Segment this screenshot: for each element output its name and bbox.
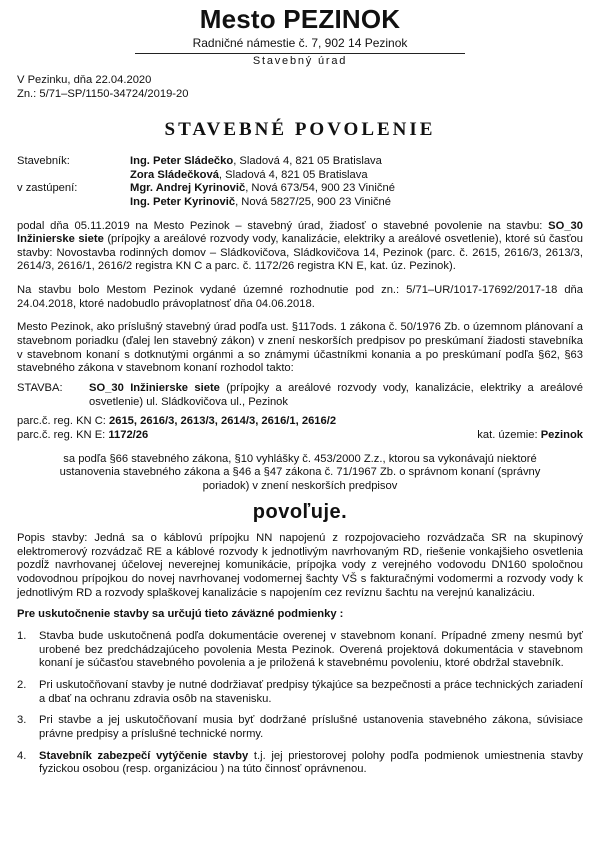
legal-basis-paragraph: sa podľa §66 stavebného zákona, §10 vyhlášky č. 453/2000 Z.z., ktorou sa vykonávajú niektoré ustanovenia stavebného zákona a §46 a §47 zákona č. 71/1967 Zb. o správnom konaní (správny poriadok) v znení neskorších predpisov — [59, 452, 541, 493]
representative-1-name: Mgr. Andrej Kyrinovič — [130, 182, 246, 195]
letterhead — [17, 4, 583, 68]
representative-2-name: Ing. Peter Kyrinovič — [130, 195, 236, 208]
builder-2-address: , Sladová 4, 821 05 Bratislava — [218, 168, 368, 181]
parcel-e-values: 1172/26 — [108, 429, 149, 442]
parcel-e-row: parc.č. reg. KN E: 1172/26 kat. územie: Pezinok — [17, 429, 583, 442]
stavba-name: SO_30 Inžinierske siete — [89, 382, 220, 395]
parcel-c-values: 2615, 2616/3, 2613/3, 2614/3, 2616/1, 2616/2 — [109, 415, 337, 428]
municipality-address: Radničné námestie č. 7, 902 14 Pezinok — [192, 36, 408, 50]
parcel-c-row: parc.č. reg. KN C: 2615, 2616/3, 2613/3, 2614/3, 2616/1, 2616/2 — [17, 415, 337, 428]
representative-label: v zastúpení: — [17, 182, 78, 195]
representative-1-address: , Nová 673/54, 900 23 Viničné — [245, 182, 395, 195]
cadastral-area: Pezinok — [540, 429, 583, 442]
condition-item: 2. Pri uskutočňovaní stavby je nutné dodržiavať predpisy týkajúce sa bezpečnosti a práce technických zariadení a dbať na ochranu zdravia osôb na stavenisku. — [17, 678, 583, 705]
project-name: SO_30 Inžinierske siete — [17, 219, 583, 246]
authority-paragraph: Mesto Pezinok, ako príslušný stavebný úrad podľa ust. §117ods. 1 zákona č. 50/1976 Zb. o územnom plánovaní a stavebnom poriadku (ďalej len stavebný zákon) v znení neskorších predpisov po preskúmaní žiadosti stavebníka v stavebnom konaní s dotknutými orgánmi a so známymi účastníkmi konania a po preskúmaní podľa §62, §63 stavebného zákona v stavebnom konaní rozhodol takto: — [17, 321, 583, 375]
project-description: Popis stavby: Jedná sa o káblovú prípojku NN napojenú z rozpojovacieho rozvádzača SR na skupinový elektromerový rozvádzač RE a káblové rozvody k jednotlivým navrhovaným RD, riešenie vonkajšieho osvetlenia pozdĺž navrhovanej účelovej neverejnej komunikácie, prípojka vody z verejného vodovodu DN160 spoločnou vodovodnou prípojkou do novej navrhovanej vodomernej šachty VŠ s fakturačnými vodomermi a rozvody vody k jednotlivým RD a rozvody splaškovej kanalizácie s napojením cez revíznu šachtu na verejnú kanalizáciu. — [17, 532, 583, 599]
condition-item: 3. Pri stavbe a jej uskutočňovaní musia byť dodržané príslušné ustanovenia stavebného zákona, súvisiace právne predpisy a príslušné technické normy. — [17, 714, 583, 740]
condition-item: 1. Stavba bude uskutočnená podľa dokumentácie overenej v stavebnom konaní. Prípadné zmeny nesmú byť urobené bez predchádzajúceho povolenia Mesta Pezinok. Overená projektová dokumentácia v stavebnom konaní je súčasťou stavebného povolenia a je priložená k stavebnému povoleniu, ktoré obdržal stavebník. — [17, 630, 583, 670]
representative-row-1 — [17, 182, 583, 196]
conditions-heading: Pre uskutočnenie stavby sa určujú tieto záväzné podmienky : — [17, 608, 344, 621]
builder-label: Stavebník: — [17, 154, 70, 167]
document-title: STAVEBNÉ POVOLENIE — [164, 118, 436, 140]
builder-1-address: , Sladová 4, 821 05 Bratislava — [233, 154, 382, 167]
representative-2-address: , Nová 5827/25, 900 23 Viničné — [235, 195, 391, 208]
stavba-label: STAVBA: — [17, 382, 63, 395]
builder-row-2 — [17, 169, 583, 183]
representative-row-2 — [17, 196, 583, 210]
office-name: Stavebný úrad — [252, 55, 348, 67]
stavba-description: (prípojky a areálové rozvody vody, kanalizácie, elektriky a areálové osvetlenie) ul. Sládkovičova ul., Pezinok — [89, 382, 583, 408]
application-paragraph: podal dňa 05.11.2019 na Mesto Pezinok – stavebný úrad, žiadosť o stavebné povolenie na stavbu: SO_30 Inžinierske siete (prípojky a areálové rozvody vody, kanalizácie, elektriky a areálové osvetlenie), ktoré sú časťou stavby: Novostavba rodinných domov – Sládkovičova, Sládkovičova 14, Pezinok (parc. č. 2615, 2616/3, 2613/3, 2614/3, 2616/1, 2616/2 registra KN C a parc. č. 1172/26 registra KN E, kat. úz. Pezinok). — [17, 219, 583, 273]
builder-row-1 — [17, 155, 583, 169]
municipality-title: Mesto PEZINOK — [199, 4, 401, 34]
territorial-decision-paragraph: Na stavbu bolo Mestom Pezinok vydané územné rozhodnutie pod zn.: 5/71–UR/1017-17692/2017-18 dňa 24.04.2018, ktoré nadobudlo právoplatnosť dňa 04.06.2018. — [17, 284, 583, 310]
condition-item: 4. Stavebník zabezpečí vytýčenie stavby t.j. jej priestorovej polohy podľa podmienok umiestnenia stavby fyzickou osobou (resp. organizáciou ) na túto činnosť oprávnenou. — [17, 749, 583, 776]
decision-verb: povoľuje. — [252, 500, 348, 523]
builder-1-name: Ing. Peter Sládečko — [130, 154, 234, 167]
reference-number: Zn.: 5/71–SP/1150-34724/2019-20 — [17, 88, 189, 101]
stavba-row — [17, 382, 583, 409]
header-divider — [135, 53, 465, 54]
builder-2-name: Zora Sládečková — [130, 168, 219, 181]
document-page — [17, 4, 583, 777]
date-line: V Pezinku, dňa 22.04.2020 — [17, 74, 152, 87]
